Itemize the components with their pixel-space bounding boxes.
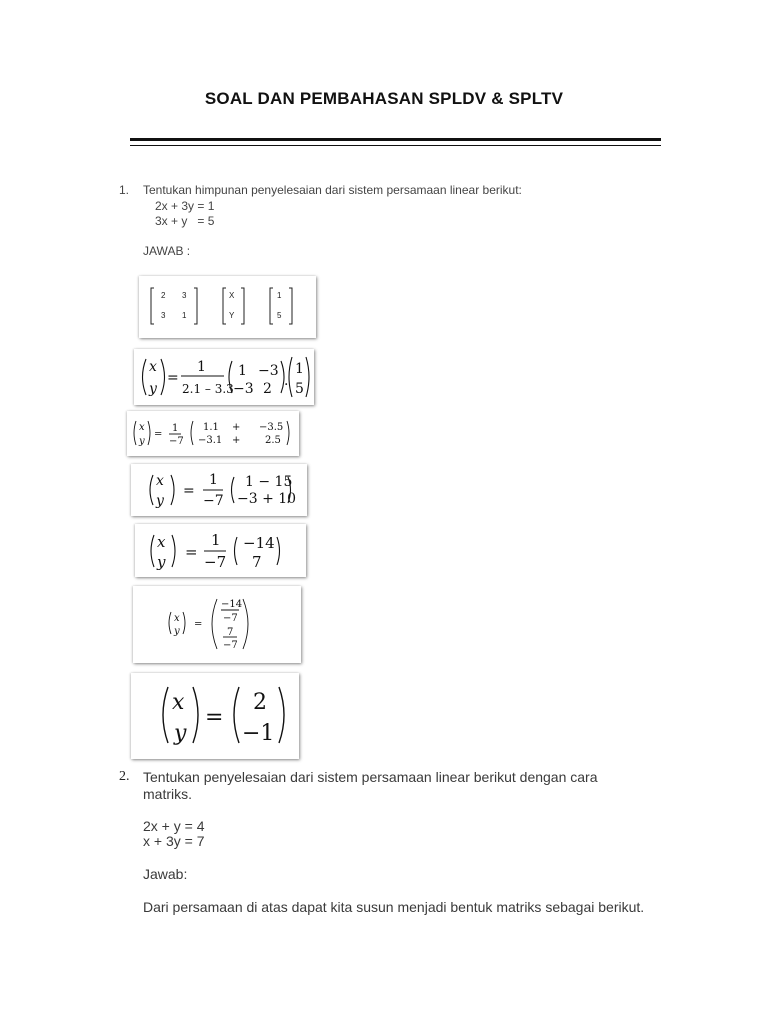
question-1-answer-label: JAWAB :: [143, 244, 191, 258]
question-2-equation-1: 2x + y = 4: [143, 818, 205, 834]
step-6-fraction-box: [133, 586, 301, 663]
s2-m22: 2: [263, 381, 272, 397]
step-7-result-box: [131, 673, 299, 759]
s5-row-1: −14: [243, 534, 275, 552]
m1-v2: Y: [229, 311, 235, 320]
s3-r2a: −3.1: [198, 435, 223, 446]
s3-numerator: 1: [172, 423, 179, 434]
question-2-number: 2.: [119, 769, 130, 784]
s3-r2op: +: [232, 435, 241, 446]
s2-x: x: [149, 359, 157, 375]
s3-r1b: −3.5: [259, 422, 284, 433]
s2-dot: .: [284, 373, 289, 389]
question-1-equation-2: 3x + y = 5: [155, 214, 215, 228]
s3-r1a: 1.1: [203, 422, 219, 433]
s5-equals: =: [185, 543, 198, 561]
s6-numerator-1: −14: [221, 599, 243, 610]
m1-v1: X: [229, 291, 235, 300]
s6-equals: =: [194, 619, 203, 630]
s3-r1op: +: [232, 422, 241, 433]
s2-m21: −3: [233, 381, 254, 397]
s3-denominator: −7: [169, 436, 184, 447]
s2-denominator: 2.1 – 3.3: [182, 382, 234, 396]
m1-a12: 3: [182, 291, 187, 300]
m1-a11: 2: [161, 291, 166, 300]
s5-x: x: [157, 533, 166, 551]
m1-a21: 3: [161, 311, 166, 320]
title-rule-thin: [130, 145, 661, 146]
question-1-equation-1: 2x + 3y = 1: [155, 199, 215, 213]
s5-row-2: 7: [252, 553, 262, 571]
s7-row-1: 2: [253, 690, 267, 715]
s5-y: y: [157, 553, 166, 571]
question-2-answer-label: Jawab:: [143, 866, 188, 882]
s6-numerator-2: 7: [227, 627, 234, 638]
s4-equals: =: [183, 483, 195, 499]
m1-b1: 1: [277, 291, 282, 300]
s2-m12: −3: [258, 363, 279, 379]
s6-denominator-2: −7: [223, 640, 238, 651]
s7-y: y: [174, 721, 187, 746]
s4-row-1: 1 − 15: [245, 474, 293, 490]
question-2-text-line-1: Tentukan penyelesaian dari sistem persamaan linear berikut dengan cara: [143, 769, 598, 785]
step-5-vector-box: [135, 524, 306, 577]
s4-row-2: −3 + 10: [237, 491, 297, 507]
s3-y: y: [139, 436, 145, 447]
question-2-equation-2: x + 3y = 7: [143, 833, 205, 849]
s2-m11: 1: [238, 363, 247, 379]
s5-numerator: 1: [211, 531, 221, 549]
s2-numerator: 1: [197, 359, 206, 375]
s6-y: y: [174, 626, 180, 637]
s3-x: x: [139, 422, 145, 433]
step-3-product-box: [127, 411, 299, 456]
s7-x: x: [172, 690, 185, 715]
s5-denominator: −7: [204, 553, 227, 571]
s4-x: x: [156, 473, 164, 489]
s2-b1: 1: [295, 361, 304, 377]
s7-equals: =: [205, 705, 224, 730]
m1-a22: 1: [182, 311, 187, 320]
question-1-number: 1.: [119, 183, 130, 197]
s2-equals: =: [167, 370, 179, 386]
s2-y: y: [149, 381, 157, 397]
question-1-text: Tentukan himpunan penyelesaian dari sistem persamaan linear berikut:: [143, 183, 522, 197]
s4-denominator: −7: [203, 493, 224, 509]
page-title: SOAL DAN PEMBAHASAN SPLDV & SPLTV: [204, 89, 564, 108]
m1-b2: 5: [277, 311, 282, 320]
s2-b2: 5: [295, 381, 304, 397]
s6-x: x: [174, 613, 180, 624]
s7-row-2: −1: [242, 721, 275, 746]
step-1-matrix-box: [139, 276, 316, 338]
question-2-intro-text: Dari persamaan di atas dapat kita susun menjadi bentuk matriks sebagai berikut.: [143, 899, 645, 915]
title-rule-thick: [130, 138, 661, 141]
step-2-inverse-box: [134, 349, 314, 405]
s3-r2b: 2.5: [265, 435, 281, 446]
question-2-text-line-2: matriks.: [143, 786, 192, 802]
s6-denominator-1: −7: [223, 613, 238, 624]
s4-numerator: 1: [209, 472, 218, 488]
step-4-sum-box: [131, 464, 307, 516]
s4-y: y: [156, 493, 164, 509]
s3-equals: =: [154, 429, 163, 440]
